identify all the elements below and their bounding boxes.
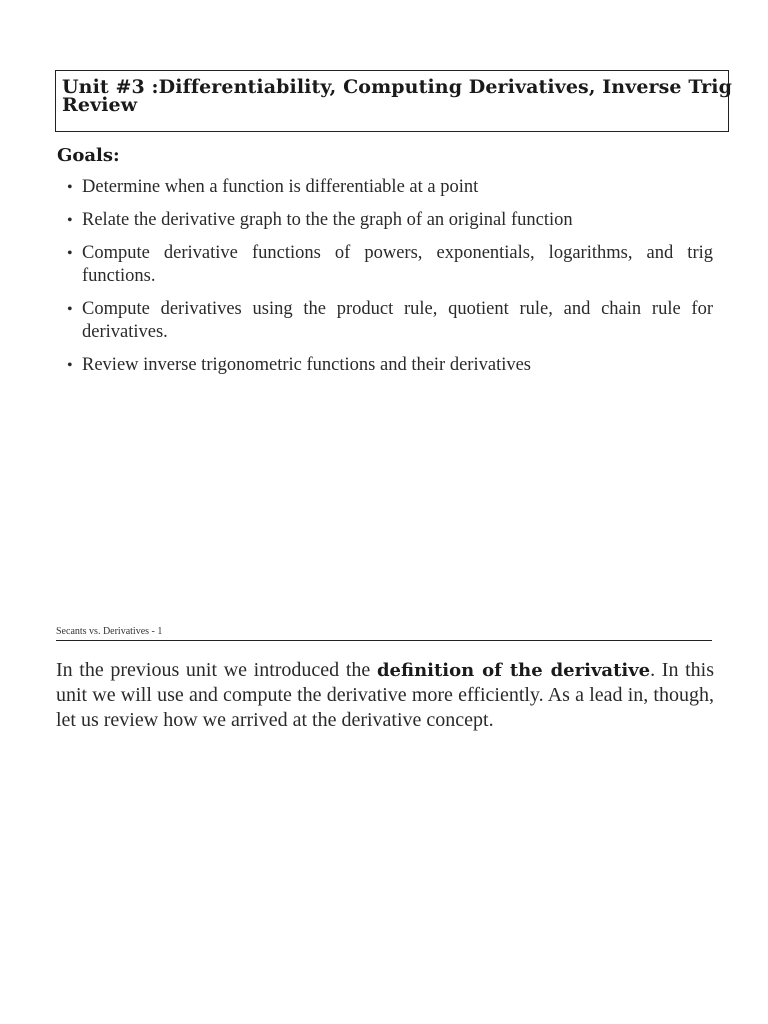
goals-list (57, 176, 713, 387)
unit-title (62, 76, 732, 116)
slide-footer-label: Secants vs. Derivatives - 1 (56, 626, 163, 637)
goal-item (57, 298, 713, 344)
goal-item (57, 242, 713, 288)
bullet-icon: • (67, 245, 73, 262)
bullet-icon: • (67, 179, 73, 196)
intro-paragraph (56, 658, 714, 733)
goal-text: Compute derivatives using the product rule, quotient rule, and chain rule for derivatives. (82, 299, 713, 342)
intro-bold-term: definition of the derivative (376, 660, 651, 681)
unit-title-box (55, 70, 732, 132)
goal-text: Determine when a function is differentiable at a point (82, 177, 479, 197)
unit-topics: Differentiability, Computing Derivatives, Inverse Trig (158, 76, 732, 98)
goal-item (57, 209, 713, 232)
bullet-icon: • (67, 212, 73, 229)
unit-title-continuation: Review (62, 94, 138, 116)
bullet-icon: • (67, 301, 73, 318)
goal-item (57, 176, 713, 199)
unit-number: Unit #3 : (62, 76, 159, 98)
bullet-icon: • (67, 357, 73, 374)
goal-item (57, 354, 713, 377)
intro-text-end: . In this unit we will use and compute the derivative more efficiently. As a lead in, though, let us review how we arrived at the derivative concept. (56, 659, 714, 731)
goal-text: Compute derivative functions of powers, exponentials, logarithms, and trig functions. (82, 243, 713, 286)
goal-text: Review inverse trigonometric functions and their derivatives (82, 355, 532, 375)
intro-text-start: In the previous unit we introduced the (56, 659, 377, 681)
goal-text: Relate the derivative graph to the the graph of an original function (82, 210, 573, 230)
unit-title-line (62, 76, 732, 98)
goals-heading: Goals: (57, 145, 120, 166)
footer-divider (56, 640, 712, 641)
